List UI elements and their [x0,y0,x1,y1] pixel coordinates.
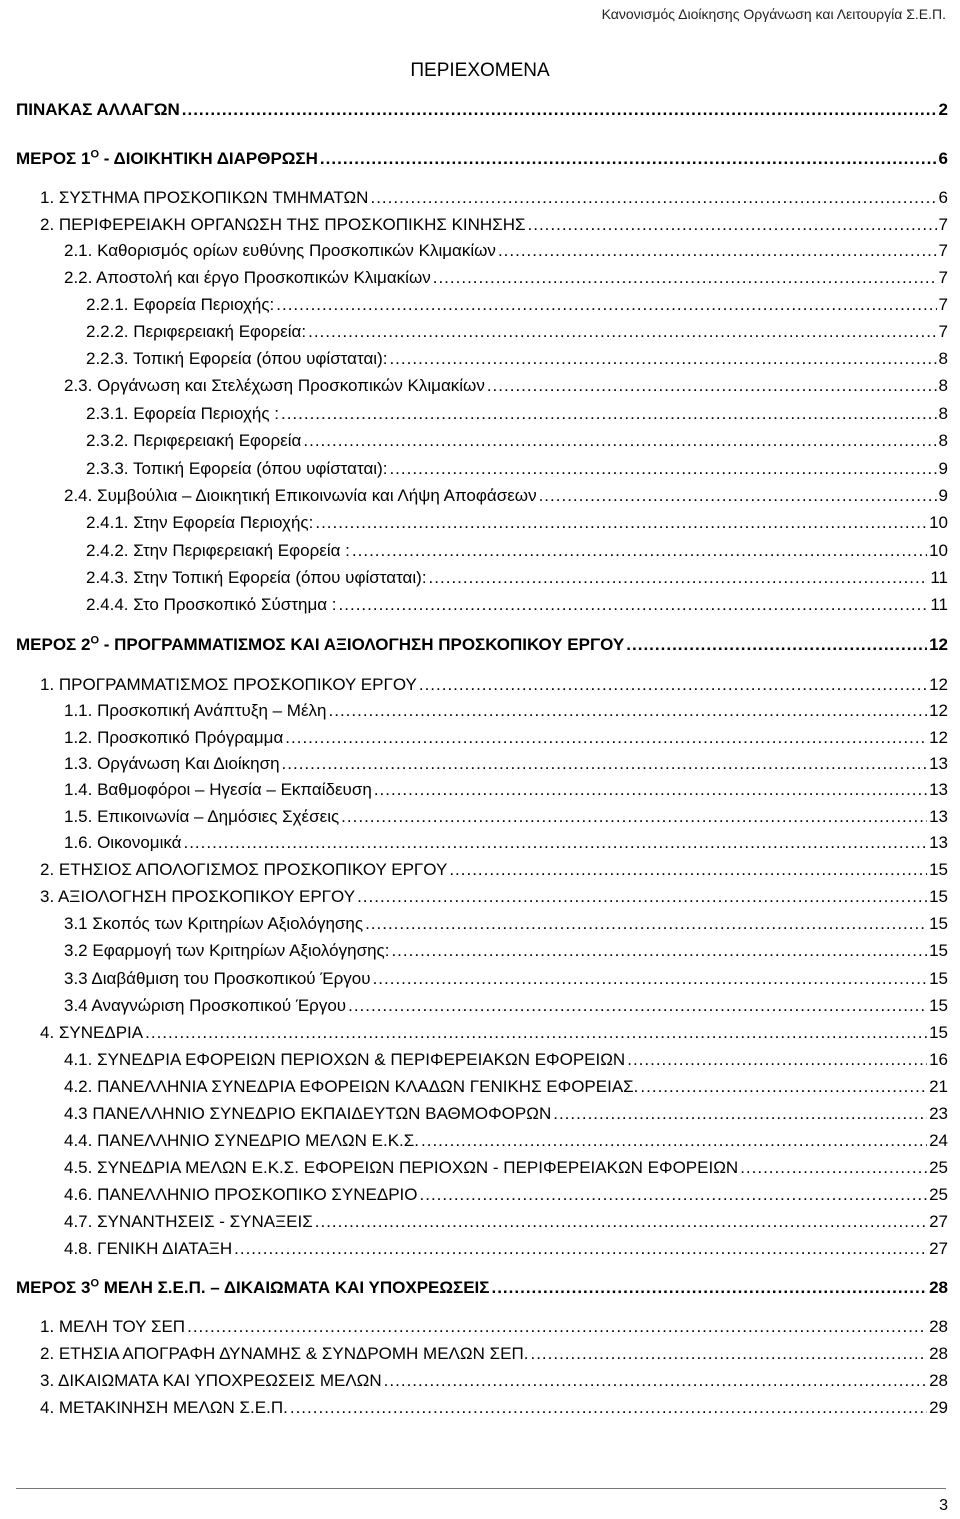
toc-entry-label: 1.4. Βαθμοφόροι – Ηγεσία – Εκπαίδευση [64,780,372,799]
toc-entry-page: 15 [929,914,948,933]
toc-entry-page: 13 [929,780,948,799]
toc-entry-label: 3.1 Σκοπός των Κριτηρίων Αξιολόγησης [64,914,364,933]
toc-entry-page: 21 [929,1077,948,1096]
toc-entry-page: 11 [930,595,948,614]
toc-entry-label: 3. ΑΞΙΟΛΟΓΗΣΗ ΠΡΟΣΚΟΠΙΚΟΥ ΕΡΓΟΥ [40,887,356,906]
toc-entry-label: 4.1. ΣΥΝΕΔΡΙΑ ΕΦΟΡΕΙΩΝ ΠΕΡΙΟΧΩΝ & ΠΕΡΙΦΕΡΕΙΑΚΩΝ ΕΦΟΡΕΙΩΝ [64,1050,626,1069]
dot-leader [389,346,936,372]
toc-entry-label: 3.3 Διαβάθμιση του Προσκοπικού Έργου [64,969,371,988]
toc-entry-page: 15 [929,969,948,988]
toc-entry-label: 2.2.3. Τοπική Εφορεία (όπου υφίσταται): [86,349,388,368]
toc-entry[interactable] [64,993,948,1019]
toc-entry[interactable] [40,1368,948,1394]
toc-entry-label: 1.5. Επικοινωνία – Δημόσιες Σχέσεις [64,807,340,826]
dot-leader [187,1314,927,1340]
dot-leader [389,456,936,482]
dot-leader [640,1074,927,1100]
dot-leader [282,751,928,777]
toc-entry[interactable] [86,538,948,564]
toc-entry-label: 4.7. ΣΥΝΑΝΤΗΣΕΙΣ - ΣΥΝΑΞΕΙΣ [64,1212,313,1231]
dot-leader [365,911,927,937]
toc-entry-label: 2.2.2. Περιφερειακή Εφορεία: [86,322,307,341]
dot-leader [234,1236,927,1262]
toc-entry[interactable] [64,238,948,264]
toc-entry-label: 4.6. ΠΑΝΕΛΛΗΝΙΟ ΠΡΟΣΚΟΠΙΚΟ ΣΥΝΕΔΡΙΟ [64,1185,418,1204]
toc-entry-page: 2 [938,100,948,119]
toc-entry-page: 6 [938,188,948,207]
toc-entry-page: 27 [929,1212,948,1231]
footer-divider [16,1488,946,1489]
dot-leader [373,966,928,992]
toc-entry-label: 3.4 Αναγνώριση Προσκοπικού Έργου [64,996,347,1015]
toc-entry-page: 15 [929,1023,948,1042]
toc-entry-label: 1. ΜΕΛΗ ΤΟΥ ΣΕΠ [40,1317,186,1336]
toc-entry-page: 15 [929,996,948,1015]
toc-entry-label: 2.3.3. Τοπική Εφορεία (όπου υφίσταται): [86,459,388,478]
toc-entry[interactable] [64,938,948,964]
toc-entry-label: 4.8. ΓΕΝΙΚΗ ΔΙΑΤΑΞΗ [64,1239,233,1258]
toc-entry[interactable] [64,1101,948,1127]
toc-entry-page: 15 [929,860,948,879]
dot-leader [391,938,927,964]
toc-entry-page: 13 [929,807,948,826]
dot-leader [487,373,937,399]
toc-entry-label: ΜΕΡΟΣ $1^O$ - ΔΙΟΙΚΗΤΙΚΗ ΔΙΑΡΘΡΩΣΗ [16,148,318,168]
dot-leader [539,483,937,509]
toc-entry-page: 8 [938,431,948,450]
toc-entry-page: 9 [938,486,948,505]
dot-leader [553,1101,927,1127]
toc-part-heading[interactable] [16,632,948,658]
toc-entry-page: 28 [929,1317,948,1336]
toc-entry[interactable] [40,884,948,910]
dot-leader [341,804,927,830]
dot-leader [281,401,937,427]
toc-entry-label: 4.2. ΠΑΝΕΛΛΗΝΙΑ ΣΥΝΕΔΡΙΑ ΕΦΟΡΕΙΩΝ ΚΛΑΔΩΝ ΓΕΝΙΚΗΣ ΕΦΟΡΕΙΑΣ. [64,1077,639,1096]
toc-entry-label: 4. ΜΕΤΑΚΙΝΗΣΗ ΜΕΛΩΝ Σ.Ε.Π. [40,1398,288,1417]
dot-leader [740,1155,927,1181]
dot-leader [329,698,928,724]
toc-entry-label: 2.2. Αποστολή και έργο Προσκοπικών Κλιμακίων [64,268,431,287]
toc-entry-label: 2.3. Οργάνωση και Στελέχωση Προσκοπικών Κλιμακίων [64,376,485,395]
dot-leader [285,725,927,751]
toc-entry-page: 25 [929,1185,948,1204]
toc-title: ΠΕΡΙΕΧΟΜΕΝΑ [410,60,550,81]
toc-entry-page: 8 [938,376,948,395]
toc-entry-label: 4. ΣΥΝΕΔΡΙΑ [40,1023,144,1042]
toc-entry-label: 4.4. ΠΑΝΕΛΛΗΝΙΟ ΣΥΝΕΔΡΙΟ ΜΕΛΩΝ Ε.Κ.Σ. [64,1131,419,1150]
toc-entry[interactable] [64,1155,948,1181]
toc-entry-page: 7 [938,215,948,234]
toc-entry[interactable] [40,212,948,238]
page-number: 3 [939,1497,948,1514]
toc-entry-page: 12 [929,675,948,694]
toc-entry-label: 2.3.2. Περιφερειακή Εφορεία [86,431,302,450]
toc-entry-page: 9 [938,459,948,478]
toc-entry-page: 27 [929,1239,948,1258]
dot-leader [374,777,927,803]
dot-leader [449,857,927,883]
toc-entry-label: 2. ΕΤΗΣΙΑ ΑΠΟΓΡΑΦΗ ΔΥΝΑΜΗΣ & ΣΥΝΔΡΟΜΗ ΜΕΛΩΝ ΣΕΠ. [40,1344,529,1363]
toc-entry-label: ΠΙΝΑΚΑΣ ΑΛΛΑΓΩΝ [16,100,180,119]
toc-entry-label: 4.3 ΠΑΝΕΛΛΗΝΙΟ ΣΥΝΕΔΡΙΟ ΕΚΠΑΙΔΕΥΤΩΝ ΒΑΘΜΟΦΟΡΩΝ [64,1104,552,1123]
dot-leader [498,238,937,264]
toc-entry[interactable] [64,265,948,291]
toc-entry-page: 28 [929,1278,948,1297]
toc-entry-page: 11 [930,568,948,587]
toc-entry-label: 1.2. Προσκοπικό Πρόγραμμα [64,728,284,747]
toc-entry-page: 13 [929,833,948,852]
toc-entry[interactable] [64,751,948,777]
toc-entry-label: 2.4.4. Στο Προσκοπικό Σύστημα : [86,595,337,614]
toc-entry-page: 7 [938,295,948,314]
toc-entry[interactable] [86,292,948,318]
toc-entry[interactable] [40,1020,948,1046]
toc-entry-page: 7 [938,322,948,341]
dot-leader [320,146,937,172]
dot-leader [627,1047,927,1073]
toc-entry[interactable] [86,428,948,454]
toc-entry-label: 2. ΠΕΡΙΦΕΡΕΙΑΚΗ ΟΡΓΑΝΩΣΗ ΤΗΣ ΠΡΟΣΚΟΠΙΚΗΣ ΚΙΝΗΣΗΣ [40,215,526,234]
toc-entry-page: 28 [929,1344,948,1363]
toc-entry-label: 2.2.1. Εφορεία Περιοχής: [86,295,275,314]
dot-leader [429,565,929,591]
dot-leader [145,1020,927,1046]
toc-entry[interactable] [64,1128,948,1154]
running-header: Κανονισμός Διοίκησης Οργάνωση και Λειτουργία Σ.Ε.Π. [601,6,946,22]
toc-entry[interactable] [64,1209,948,1235]
toc-entry-page: 12 [929,701,948,720]
toc-entry-label: 3.2 Εφαρμογή των Κριτηρίων Αξιολόγησης: [64,941,390,960]
toc-entry[interactable] [64,830,948,856]
toc-entry[interactable] [86,565,948,591]
dot-leader [528,212,937,238]
dot-leader [420,1182,928,1208]
toc-entry[interactable] [64,777,948,803]
dot-leader [339,592,929,618]
toc-entry-label: 2.4.1. Στην Εφορεία Περιοχής: [86,513,314,532]
toc-entry-label: ΜΕΡΟΣ $3^O$ ΜΕΛΗ Σ.Ε.Π. – ΔΙΚΑΙΩΜΑΤΑ ΚΑΙ ΥΠΟΧΡΕΩΣΕΙΣ [16,1277,490,1297]
toc-entry[interactable] [64,1047,948,1073]
toc-entry-page: 13 [929,754,948,773]
toc-part-heading[interactable] [16,146,948,172]
toc-entry[interactable] [86,592,948,618]
dot-leader [530,1341,927,1367]
toc-entry-page: 6 [938,149,948,168]
dot-leader [348,993,927,1019]
dot-leader [370,185,936,211]
toc-entry[interactable] [64,1236,948,1262]
toc-entry[interactable] [16,97,948,123]
toc-entry-page: 29 [929,1398,948,1417]
toc-entry-label: 2.4.3. Στην Τοπική Εφορεία (όπου υφίσταται): [86,568,427,587]
dot-leader [433,265,937,291]
toc-entry-page: 28 [929,1371,948,1390]
toc-entry-page: 8 [938,349,948,368]
toc-entry-page: 23 [929,1104,948,1123]
toc-entry[interactable] [64,911,948,937]
toc-entry-label: 1.6. Οικονομικά [64,833,182,852]
dot-leader [276,292,936,318]
toc-entry-label: 2.4. Συμβούλια – Διοικητική Επικοινωνία και Λήψη Αποφάσεων [64,486,537,505]
dot-leader [303,428,936,454]
toc-entry[interactable] [64,1182,948,1208]
toc-entry-page: 25 [929,1158,948,1177]
dot-leader [352,538,927,564]
toc-entry-page: 12 [929,728,948,747]
toc-entry[interactable] [86,510,948,536]
toc-entry-page: 7 [938,241,948,260]
toc-entry[interactable] [40,857,948,883]
toc-entry[interactable] [64,483,948,509]
dot-leader [182,97,937,123]
dot-leader [491,1275,927,1301]
toc-entry[interactable] [64,725,948,751]
toc-entry-label: 1. ΣΥΣΤΗΜΑ ΠΡΟΣΚΟΠΙΚΩΝ ΤΜΗΜΑΤΩΝ [40,188,369,207]
toc-entry[interactable] [64,966,948,992]
toc-entry[interactable] [64,804,948,830]
toc-entry-label: ΜΕΡΟΣ $2^O$ - ΠΡΟΓΡΑΜΜΑΤΙΣΜΟΣ ΚΑΙ ΑΞΙΟΛΟΓΗΣΗ ΠΡΟΣΚΟΠΙΚΟΥ ΕΡΓΟΥ [16,634,625,654]
toc-entry-label: 2. ΕΤΗΣΙΟΣ ΑΠΟΛΟΓΙΣΜΟΣ ΠΡΟΣΚΟΠΙΚΟΥ ΕΡΓΟΥ [40,860,448,879]
toc-entry-page: 24 [929,1131,948,1150]
dot-leader [357,884,927,910]
dot-leader [421,1128,927,1154]
toc-entry[interactable] [40,1341,948,1367]
dot-leader [183,830,927,856]
toc-entry[interactable] [64,698,948,724]
toc-entry[interactable] [64,1074,948,1100]
toc-entry-label: 2.1. Καθορισμός ορίων ευθύνης Προσκοπικών Κλιμακίων [64,241,496,260]
toc-entry[interactable] [40,1314,948,1340]
dot-leader [308,319,936,345]
toc-entry[interactable] [40,672,948,698]
toc-entry-page: 15 [929,887,948,906]
dot-leader [419,672,927,698]
dot-leader [315,1209,927,1235]
toc-entry-label: 2.3.1. Εφορεία Περιοχής : [86,404,279,423]
toc-entry[interactable] [86,346,948,372]
toc-entry-label: 1.1. Προσκοπική Ανάπτυξη – Μέλη [64,701,327,720]
dot-leader [290,1395,927,1421]
toc-entry-page: 15 [929,941,948,960]
toc-entry-page: 10 [929,513,948,532]
toc-entry-label: 1. ΠΡΟΓΡΑΜΜΑΤΙΣΜΟΣ ΠΡΟΣΚΟΠΙΚΟΥ ΕΡΓΟΥ [40,675,417,694]
toc-entry[interactable] [86,401,948,427]
toc-entry-label: 1.3. Οργάνωση Και Διοίκηση [64,754,280,773]
toc-entry[interactable] [64,373,948,399]
toc-entry-page: 8 [938,404,948,423]
toc-entry[interactable] [40,185,948,211]
toc-entry-page: 10 [929,541,948,560]
dot-leader [384,1368,927,1394]
toc-entry-label: 4.5. ΣΥΝΕΔΡΙΑ ΜΕΛΩΝ Ε.Κ.Σ. ΕΦΟΡΕΙΩΝ ΠΕΡΙΟΧΩΝ - ΠΕΡΙΦΕΡΕΙΑΚΩΝ ΕΦΟΡΕΙΩΝ [64,1158,739,1177]
toc-part-heading[interactable] [16,1275,948,1301]
toc-entry-page: 16 [929,1050,948,1069]
dot-leader [626,632,927,658]
toc-entry-page: 7 [938,268,948,287]
toc-entry[interactable] [40,1395,948,1421]
toc-entry[interactable] [86,319,948,345]
toc-entry-page: 12 [929,635,948,654]
toc-entry-label: 3. ΔΙΚΑΙΩΜΑΤΑ ΚΑΙ ΥΠΟΧΡΕΩΣΕΙΣ ΜΕΛΩΝ [40,1371,382,1390]
toc-entry-label: 2.4.2. Στην Περιφερειακή Εφορεία : [86,541,350,560]
dot-leader [315,510,927,536]
toc-entry[interactable] [86,456,948,482]
